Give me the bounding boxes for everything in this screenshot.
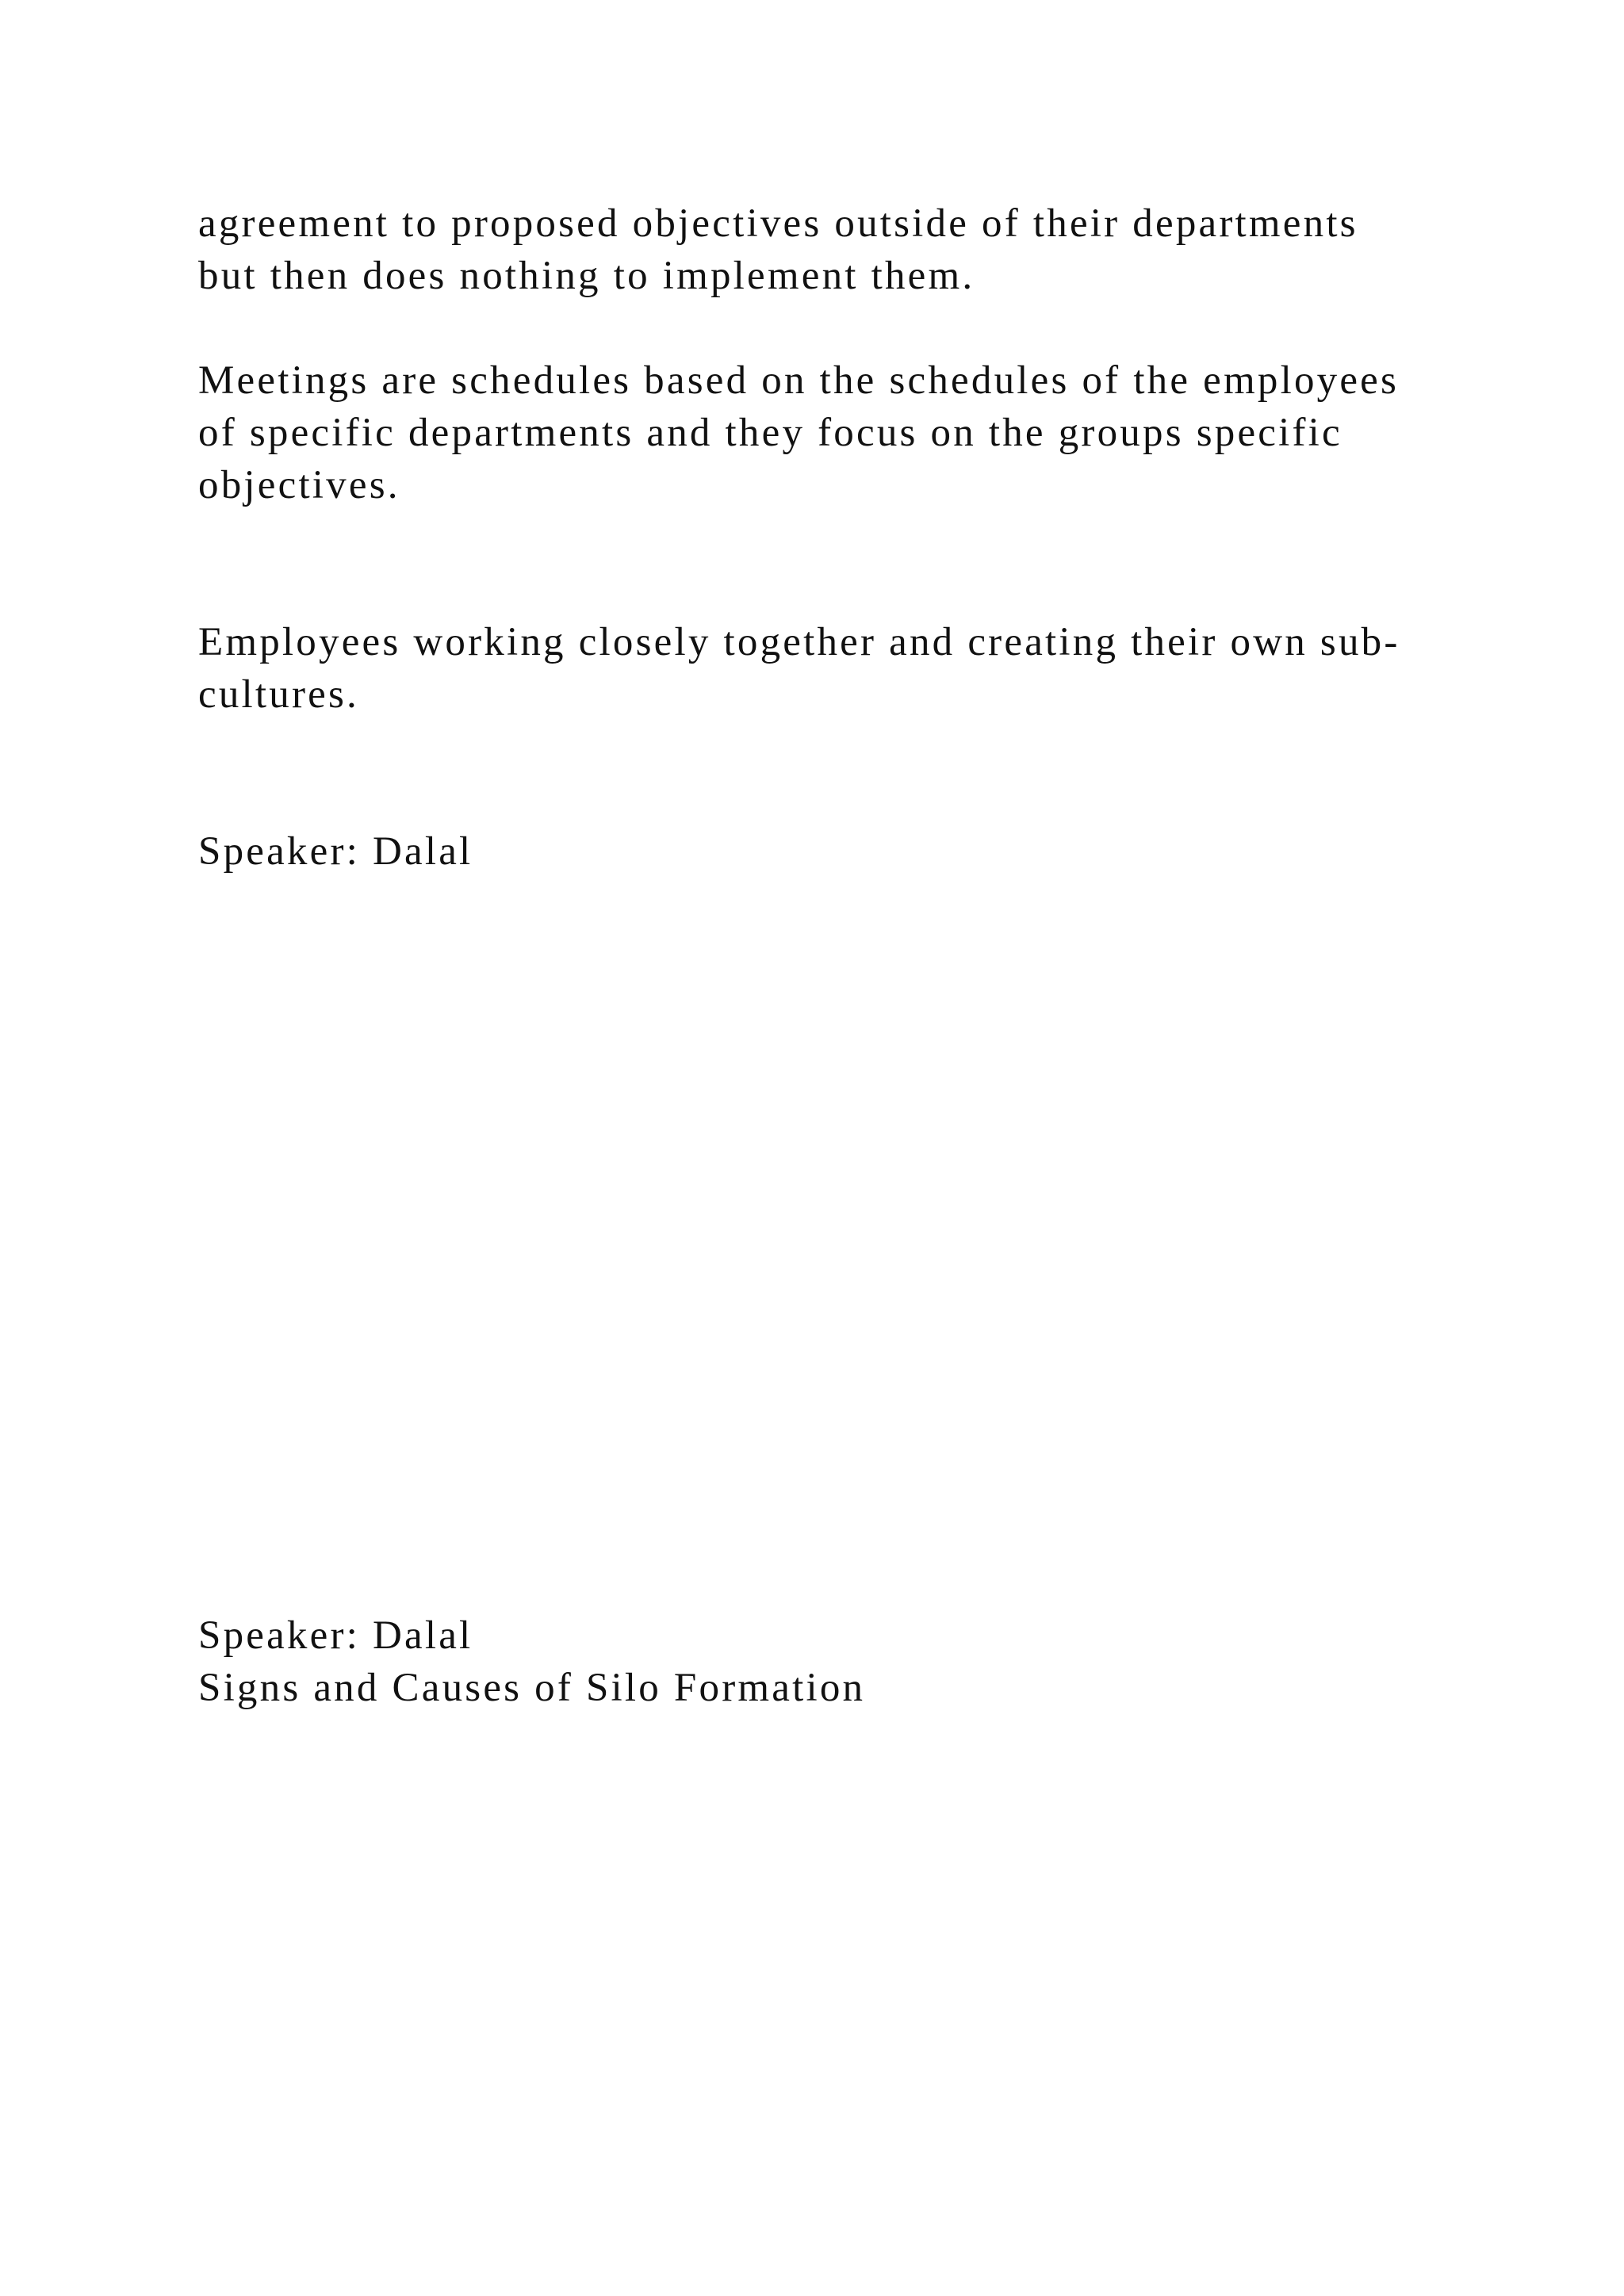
speaker-label-2: Speaker: Dalal: [198, 1613, 473, 1658]
section-heading: Signs and Causes of Silo Formation: [198, 1666, 866, 1710]
paragraph-line-6: Employees working closely together and creating their own sub-: [198, 620, 1400, 664]
paragraph-line-3: Meetings are schedules based on the schedules of the employees: [198, 358, 1400, 403]
paragraph-line-1: agreement to proposed objectives outside of their departments: [198, 201, 1358, 246]
speaker-label-1: Speaker: Dalal: [198, 829, 473, 874]
paragraph-line-7: cultures.: [198, 672, 359, 717]
paragraph-line-4: of specific departments and they focus on the groups specific: [198, 411, 1342, 455]
paragraph-line-2: but then does nothing to implement them.: [198, 254, 975, 298]
paragraph-line-5: objectives.: [198, 463, 400, 507]
